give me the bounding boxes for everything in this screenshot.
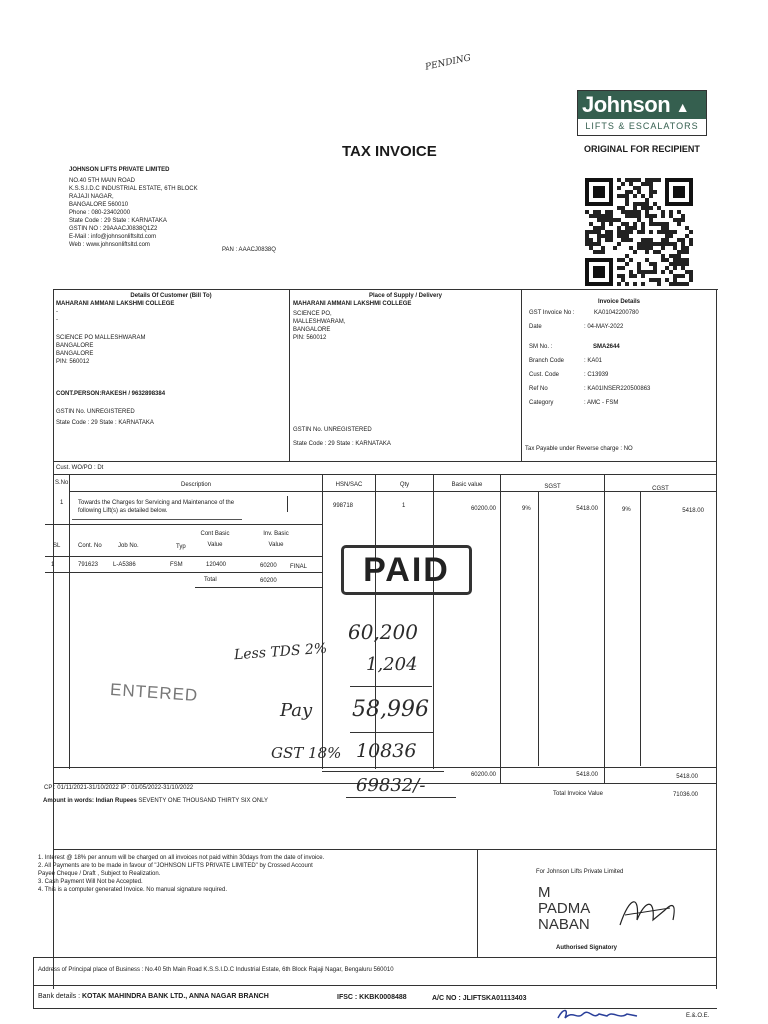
row-sno: 1 xyxy=(60,500,64,506)
bank-ifsc: IFSC : KKBK0008488 xyxy=(337,994,407,1001)
logo-brand: Johnson xyxy=(582,92,671,117)
ship-to-pin: PIN: 560012 xyxy=(293,335,327,341)
hr-bank-top xyxy=(33,985,717,986)
sub-table-top xyxy=(45,524,323,525)
sub-table-row-bottom xyxy=(45,572,323,573)
seller-state: State Code : 29 State : KARNATAKA xyxy=(69,218,167,224)
col-header-qty: Qty xyxy=(399,482,410,488)
ship-to-address-2: MALLESHWARAM, xyxy=(293,319,346,325)
sub-header-cont-basic xyxy=(193,530,237,549)
frame-right xyxy=(716,289,717,989)
sub-row-final: FINAL xyxy=(290,564,308,570)
pen-mark xyxy=(287,496,288,512)
document-title: TAX INVOICE xyxy=(342,143,437,160)
seller-address-3: RAJAJI NAGAR, xyxy=(69,194,114,200)
ship-to-name: MAHARANI AMMANI LAKSHMI COLLEGE xyxy=(293,301,412,307)
signature-name-1: M xyxy=(538,884,551,901)
bill-to-block xyxy=(56,292,286,427)
bank-account: A/C NO : JLIFTSKA01113403 xyxy=(432,995,527,1002)
invoice-row-value: : C13939 xyxy=(584,372,609,378)
handwritten-note: PENDING xyxy=(424,53,472,73)
total-sgst: 5418.00 xyxy=(576,772,598,778)
handwritten-amount-1: 60,200 xyxy=(348,620,418,644)
col-header-sno: S.No xyxy=(55,480,69,486)
invoice-row-value: : 04-MAY-2022 xyxy=(584,324,624,330)
bill-to-header: Details Of Customer (Bill To) xyxy=(130,293,212,299)
term-line: Payee Cheque / Draft , Subject to Realization. xyxy=(38,871,161,877)
signature-name xyxy=(538,885,590,933)
divider-2 xyxy=(521,289,522,461)
sub-row-typ: FSM xyxy=(170,562,183,568)
invoice-row-value: KA01042200780 xyxy=(594,310,639,316)
sub-total-label: Total xyxy=(204,577,217,583)
invoice-row xyxy=(529,343,714,357)
handwritten-tds-label: Less TDS 2% xyxy=(233,640,328,664)
invoice-row xyxy=(529,323,714,343)
ship-to-address-1: SCIENCE PO, xyxy=(293,311,332,317)
invoice-row-value: : AMC - FSM xyxy=(584,400,619,406)
col-header-basic: Basic value xyxy=(451,482,483,488)
row-sgst-rate: 9% xyxy=(522,506,531,512)
signature-for: For Johnson Lifts Private Limited xyxy=(536,869,624,875)
sub-table-header-bottom xyxy=(45,556,323,557)
divider-sign xyxy=(477,849,478,957)
invoice-row xyxy=(529,399,714,413)
term-line: 4. This is a computer generated Invoice. No manual signature required. xyxy=(38,887,227,893)
handwritten-gst-label: GST 18% xyxy=(271,744,342,762)
seller-address-1: NO.40 5TH MAIN ROAD xyxy=(69,178,136,184)
row-qty: 1 xyxy=(402,503,406,509)
row-description xyxy=(78,499,288,515)
invoice-row-value: : KA01 xyxy=(584,358,603,364)
logo-subtitle: LIFTS & ESCALATORS xyxy=(585,121,699,131)
invoice-row xyxy=(529,371,714,385)
principal-address: Address of Principal place of Business : No.40 5th Main Road K.S.S.I.D.C Industrial Estate, 6th Block Rajaji Nagar, Bengaluru 560010 xyxy=(38,967,394,973)
sub-header-cont-basic-2: Value xyxy=(207,542,223,548)
seller-phone: Phone : 080-23402000 xyxy=(69,210,131,216)
col-header-cgst: CGST xyxy=(652,486,669,492)
handwritten-pay-label: Pay xyxy=(280,700,313,721)
invoice-row-label: SM No. : xyxy=(529,344,553,350)
authorised-signatory: Authorised Signatory xyxy=(556,945,618,951)
invoice-row-label: Branch Code xyxy=(529,358,565,364)
sub-header-inv-basic-1: Inv. Basic xyxy=(263,531,289,537)
sub-table-total-bottom xyxy=(195,587,323,588)
col-line-2 xyxy=(322,474,323,769)
total-cgst: 5418.00 xyxy=(676,774,698,780)
ship-to-header: Place of Supply / Delivery xyxy=(368,293,443,299)
row-hsn: 998718 xyxy=(333,503,354,509)
invoice-row-label: Ref No xyxy=(529,386,548,392)
col-line-4 xyxy=(433,474,434,769)
total-invoice-label: Total Invoice Value xyxy=(553,791,603,797)
invoice-row-label: Date xyxy=(529,324,542,330)
total-basic-value: 60200.00 xyxy=(470,772,496,778)
customer-wo-po: Cust. WO/PO : Dt xyxy=(56,465,104,471)
terms-block xyxy=(38,854,468,894)
sub-row-sl: 1 xyxy=(51,562,55,568)
bill-to-dash-2: - xyxy=(56,317,58,323)
entered-stamp: ENTERED xyxy=(109,679,199,706)
invoice-row-value: : KA01INSER220500863 xyxy=(584,386,651,392)
divider-1 xyxy=(289,289,290,461)
invoice-row xyxy=(529,357,714,371)
company-logo: Johnson ▲ LIFTS & ESCALATORS xyxy=(577,90,707,136)
sub-header-typ: Typ xyxy=(176,544,186,550)
bill-to-address-2: BANGALORE xyxy=(56,343,94,349)
amount-in-words-value: SEVENTY ONE THOUSAND THIRTY SIX ONLY xyxy=(138,798,269,804)
seller-email: E-Mail : info@johnsonliftsltd.com xyxy=(69,234,157,240)
seller-gstin: GSTIN NO : 29AAACJ0838Q1Z2 xyxy=(69,226,158,232)
frame-bottom-left xyxy=(33,957,34,1009)
ship-to-address-3: BANGALORE xyxy=(293,327,331,333)
hr-terms-top xyxy=(53,849,717,850)
seller-web: Web : www.johnsonliftsltd.com xyxy=(69,242,150,248)
blue-signature xyxy=(555,1006,640,1024)
hr-wo xyxy=(53,461,717,462)
handwritten-underline-4 xyxy=(346,797,456,798)
bill-to-contact: CONT.PERSON:RAKESH / 9632898384 xyxy=(56,391,166,397)
row-basic-value: 60200.00 xyxy=(470,506,496,512)
sub-header-job-no: Job No. xyxy=(118,543,139,549)
col-line-1 xyxy=(69,474,70,769)
frame-top xyxy=(53,289,718,290)
signature-name-2: PADMA xyxy=(538,900,591,917)
col-line-6 xyxy=(538,491,539,766)
col-header-sgst: SGST xyxy=(544,484,561,490)
row-cgst-amount: 5418.00 xyxy=(682,508,704,514)
seller-address-2: K.S.S.I.D.C INDUSTRIAL ESTATE, 6TH BLOCK xyxy=(69,186,198,192)
col-header-description: Description xyxy=(180,482,211,488)
signature-name-3: NABAN xyxy=(538,916,590,933)
sub-row-inv-basic: 60200 xyxy=(260,563,277,569)
sub-header-sl: SL xyxy=(53,543,61,549)
term-line: 3. Cash Payment Will Not be Accepted. xyxy=(38,879,143,885)
bill-to-pin: PIN: 560012 xyxy=(56,359,90,365)
bank-name: KOTAK MAHINDRA BANK LTD., ANNA NAGAR BRANCH xyxy=(81,993,269,1000)
pen-underline xyxy=(72,519,242,520)
handwritten-amount-3: 58,996 xyxy=(352,697,429,722)
bill-to-name: MAHARANI AMMANI LAKSHMI COLLEGE xyxy=(56,301,175,307)
hr-principal-top xyxy=(33,957,717,958)
col-line-8 xyxy=(640,491,641,766)
sub-header-inv-basic-2: Value xyxy=(268,542,284,548)
amount-in-words-label: Amount in words: Indian Rupees xyxy=(43,798,137,804)
col-header-hsn: HSN/SAC xyxy=(335,482,363,488)
handwritten-amount-total: 69832/- xyxy=(356,775,426,796)
col-line-5 xyxy=(500,474,501,784)
bill-to-dash-1: - xyxy=(56,309,58,315)
invoice-row-value: SMA2644 xyxy=(593,344,620,350)
amount-in-words xyxy=(43,797,268,805)
seller-pan: PAN : AAACJ0838Q xyxy=(222,247,276,253)
ship-to-state: State Code : 29 State : KARNATAKA xyxy=(293,441,391,447)
qr-code xyxy=(585,178,693,286)
invoice-row-label: Cust. Code xyxy=(529,372,560,378)
invoice-row xyxy=(529,309,714,323)
sub-header-cont-no: Cont. No xyxy=(78,543,102,549)
signature-scribble xyxy=(615,890,680,932)
seller-name: JOHNSON LIFTS PRIVATE LIMITED xyxy=(69,167,170,173)
bill-to-address-3: BANGALORE xyxy=(56,351,94,357)
row-sgst-amount: 5418.00 xyxy=(576,506,598,512)
bank-details xyxy=(38,992,269,1001)
sub-header-inv-basic xyxy=(252,530,300,549)
invoice-row-label: GST Invoice No : xyxy=(529,310,575,316)
eoe-note: E.&.O.E. xyxy=(686,1013,710,1019)
ship-to-block xyxy=(293,292,518,342)
contract-period: CP : 01/11/2021-31/10/2022 IP : 01/05/2022-31/10/2022 xyxy=(44,785,194,791)
handwritten-underline-2 xyxy=(350,732,434,733)
sub-header-cont-basic-1: Cont Basic xyxy=(200,531,230,537)
row-description-line-2: following Lift(s) as detailed below. xyxy=(78,508,168,514)
copy-type: ORIGINAL FOR RECIPIENT xyxy=(584,144,700,154)
seller-block xyxy=(69,166,198,249)
reverse-charge: Tax Payable under Reverse charge : NO xyxy=(525,446,633,452)
sub-row-cont-no: 791623 xyxy=(78,562,99,568)
bank-label: Bank details : xyxy=(38,993,81,1000)
invoice-row-label: Category xyxy=(529,400,554,406)
invoice-row xyxy=(529,385,714,399)
row-description-line-1: Towards the Charges for Servicing and Maintenance of the xyxy=(78,500,235,506)
hr-table-head-top xyxy=(53,474,717,475)
ship-to-gstin: GSTIN No. UNREGISTERED xyxy=(293,427,372,433)
sub-row-cont-basic: 120400 xyxy=(206,562,227,568)
row-cgst-rate: 9% xyxy=(622,507,631,513)
handwritten-amount-4: 10836 xyxy=(356,740,417,762)
handwritten-underline-1 xyxy=(350,686,432,687)
bill-to-state: State Code : 29 State : KARNATAKA xyxy=(56,420,154,426)
bill-to-gstin: GSTIN No. UNREGISTERED xyxy=(56,409,135,415)
seller-address-4: BANGALORE 560010 xyxy=(69,202,129,208)
bill-to-address-1: SCIENCE PO MALLESHWARAM xyxy=(56,335,146,341)
invoice-details-header: Invoice Details xyxy=(597,299,641,305)
sub-row-job-no: L-A5386 xyxy=(113,562,136,568)
term-line: 1. Interest @ 18% per annum will be charged on all invoices not paid within 30days from the date of invoice. xyxy=(38,855,325,861)
invoice-details-list xyxy=(529,309,714,413)
term-line: 2. All Payments are to be made in favour of "JOHNSON LIFTS PRIVATE LIMITED" by Crossed Account xyxy=(38,863,313,869)
hr-totals-top xyxy=(53,767,717,768)
handwritten-amount-2: 1,204 xyxy=(366,654,418,675)
paid-stamp: PAID xyxy=(341,545,472,595)
sub-total-value: 60200 xyxy=(260,578,277,584)
total-invoice-value: 71036.00 xyxy=(672,792,698,798)
handwritten-underline-3 xyxy=(322,771,444,772)
col-line-7 xyxy=(604,474,605,784)
